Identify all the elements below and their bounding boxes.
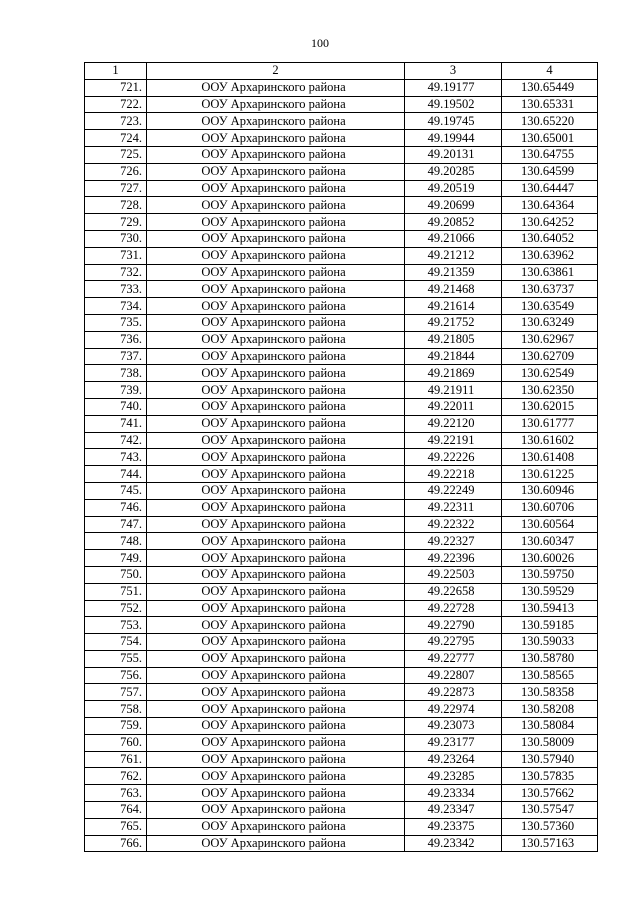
object-name-cell: ООУ Архаринского района bbox=[147, 146, 405, 163]
table-row bbox=[85, 466, 598, 483]
table-row bbox=[85, 533, 598, 550]
longitude-cell: 130.57662 bbox=[502, 785, 598, 802]
longitude-cell: 130.63861 bbox=[502, 264, 598, 281]
row-number-cell: 747. bbox=[85, 516, 147, 533]
longitude-cell: 130.59529 bbox=[502, 583, 598, 600]
row-number-cell: 737. bbox=[85, 348, 147, 365]
longitude-cell: 130.58208 bbox=[502, 701, 598, 718]
longitude-cell: 130.64447 bbox=[502, 180, 598, 197]
row-number-cell: 748. bbox=[85, 533, 147, 550]
latitude-cell: 49.22658 bbox=[405, 583, 502, 600]
table-row bbox=[85, 281, 598, 298]
longitude-cell: 130.61225 bbox=[502, 466, 598, 483]
row-number-cell: 762. bbox=[85, 768, 147, 785]
table-row bbox=[85, 802, 598, 819]
object-name-cell: ООУ Архаринского района bbox=[147, 79, 405, 96]
latitude-cell: 49.22011 bbox=[405, 398, 502, 415]
object-name-cell: ООУ Архаринского района bbox=[147, 684, 405, 701]
object-name-cell: ООУ Архаринского района bbox=[147, 432, 405, 449]
object-name-cell: ООУ Архаринского района bbox=[147, 398, 405, 415]
longitude-cell: 130.64599 bbox=[502, 163, 598, 180]
table-row bbox=[85, 499, 598, 516]
latitude-cell: 49.22873 bbox=[405, 684, 502, 701]
longitude-cell: 130.57547 bbox=[502, 802, 598, 819]
table-row bbox=[85, 365, 598, 382]
table-row bbox=[85, 331, 598, 348]
table-row bbox=[85, 650, 598, 667]
object-name-cell: ООУ Архаринского района bbox=[147, 634, 405, 651]
latitude-cell: 49.21911 bbox=[405, 382, 502, 399]
row-number-cell: 750. bbox=[85, 566, 147, 583]
row-number-cell: 744. bbox=[85, 466, 147, 483]
latitude-cell: 49.20852 bbox=[405, 214, 502, 231]
object-name-cell: ООУ Архаринского района bbox=[147, 365, 405, 382]
longitude-cell: 130.60347 bbox=[502, 533, 598, 550]
latitude-cell: 49.22322 bbox=[405, 516, 502, 533]
table-row bbox=[85, 768, 598, 785]
longitude-cell: 130.57163 bbox=[502, 835, 598, 852]
object-name-cell: ООУ Архаринского района bbox=[147, 617, 405, 634]
object-name-cell: ООУ Архаринского района bbox=[147, 96, 405, 113]
row-number-cell: 734. bbox=[85, 298, 147, 315]
row-number-cell: 763. bbox=[85, 785, 147, 802]
latitude-cell: 49.20699 bbox=[405, 197, 502, 214]
object-name-cell: ООУ Архаринского района bbox=[147, 214, 405, 231]
longitude-cell: 130.61408 bbox=[502, 449, 598, 466]
row-number-cell: 738. bbox=[85, 365, 147, 382]
table-row bbox=[85, 751, 598, 768]
row-number-cell: 753. bbox=[85, 617, 147, 634]
row-number-cell: 754. bbox=[85, 634, 147, 651]
longitude-cell: 130.64755 bbox=[502, 146, 598, 163]
table-row bbox=[85, 79, 598, 96]
row-number-cell: 730. bbox=[85, 230, 147, 247]
longitude-cell: 130.57835 bbox=[502, 768, 598, 785]
longitude-cell: 130.65001 bbox=[502, 130, 598, 147]
table-row bbox=[85, 550, 598, 567]
longitude-cell: 130.63737 bbox=[502, 281, 598, 298]
longitude-cell: 130.62549 bbox=[502, 365, 598, 382]
latitude-cell: 49.21844 bbox=[405, 348, 502, 365]
row-number-cell: 743. bbox=[85, 449, 147, 466]
object-name-cell: ООУ Архаринского района bbox=[147, 264, 405, 281]
coordinates-table bbox=[84, 62, 598, 852]
longitude-cell: 130.62709 bbox=[502, 348, 598, 365]
row-number-cell: 727. bbox=[85, 180, 147, 197]
table-row bbox=[85, 214, 598, 231]
object-name-cell: ООУ Архаринского района bbox=[147, 734, 405, 751]
longitude-cell: 130.63962 bbox=[502, 247, 598, 264]
table-row bbox=[85, 298, 598, 315]
longitude-cell: 130.58084 bbox=[502, 718, 598, 735]
latitude-cell: 49.19177 bbox=[405, 79, 502, 96]
table-row bbox=[85, 264, 598, 281]
latitude-cell: 49.22503 bbox=[405, 566, 502, 583]
object-name-cell: ООУ Архаринского района bbox=[147, 499, 405, 516]
row-number-cell: 764. bbox=[85, 802, 147, 819]
table-row bbox=[85, 718, 598, 735]
table-row bbox=[85, 835, 598, 852]
longitude-cell: 130.60706 bbox=[502, 499, 598, 516]
row-number-cell: 751. bbox=[85, 583, 147, 600]
table-row bbox=[85, 482, 598, 499]
latitude-cell: 49.22218 bbox=[405, 466, 502, 483]
longitude-cell: 130.57360 bbox=[502, 818, 598, 835]
latitude-cell: 49.22191 bbox=[405, 432, 502, 449]
longitude-cell: 130.59413 bbox=[502, 600, 598, 617]
table-row bbox=[85, 314, 598, 331]
longitude-cell: 130.59185 bbox=[502, 617, 598, 634]
object-name-cell: ООУ Архаринского района bbox=[147, 802, 405, 819]
table-row bbox=[85, 684, 598, 701]
table-header bbox=[85, 63, 598, 80]
longitude-cell: 130.65449 bbox=[502, 79, 598, 96]
object-name-cell: ООУ Архаринского района bbox=[147, 130, 405, 147]
table-row bbox=[85, 180, 598, 197]
latitude-cell: 49.22974 bbox=[405, 701, 502, 718]
longitude-cell: 130.58358 bbox=[502, 684, 598, 701]
row-number-cell: 739. bbox=[85, 382, 147, 399]
table-row bbox=[85, 146, 598, 163]
object-name-cell: ООУ Архаринского района bbox=[147, 331, 405, 348]
longitude-cell: 130.59750 bbox=[502, 566, 598, 583]
latitude-cell: 49.23342 bbox=[405, 835, 502, 852]
longitude-cell: 130.62967 bbox=[502, 331, 598, 348]
latitude-cell: 49.23073 bbox=[405, 718, 502, 735]
row-number-cell: 759. bbox=[85, 718, 147, 735]
row-number-cell: 742. bbox=[85, 432, 147, 449]
row-number-cell: 724. bbox=[85, 130, 147, 147]
object-name-cell: ООУ Архаринского района bbox=[147, 230, 405, 247]
row-number-cell: 728. bbox=[85, 197, 147, 214]
row-number-cell: 746. bbox=[85, 499, 147, 516]
table-row bbox=[85, 566, 598, 583]
table-row bbox=[85, 348, 598, 365]
table-row bbox=[85, 197, 598, 214]
object-name-cell: ООУ Архаринского района bbox=[147, 298, 405, 315]
latitude-cell: 49.21805 bbox=[405, 331, 502, 348]
object-name-cell: ООУ Архаринского района bbox=[147, 247, 405, 264]
latitude-cell: 49.19745 bbox=[405, 113, 502, 130]
row-number-cell: 745. bbox=[85, 482, 147, 499]
row-number-cell: 758. bbox=[85, 701, 147, 718]
latitude-cell: 49.23285 bbox=[405, 768, 502, 785]
header-row bbox=[85, 63, 598, 80]
object-name-cell: ООУ Архаринского района bbox=[147, 449, 405, 466]
latitude-cell: 49.22120 bbox=[405, 415, 502, 432]
latitude-cell: 49.21468 bbox=[405, 281, 502, 298]
table-row bbox=[85, 163, 598, 180]
object-name-cell: ООУ Архаринского района bbox=[147, 533, 405, 550]
latitude-cell: 49.19944 bbox=[405, 130, 502, 147]
longitude-cell: 130.58565 bbox=[502, 667, 598, 684]
latitude-cell: 49.20519 bbox=[405, 180, 502, 197]
object-name-cell: ООУ Архаринского района bbox=[147, 180, 405, 197]
page-number: 100 bbox=[311, 36, 329, 50]
longitude-cell: 130.62015 bbox=[502, 398, 598, 415]
object-name-cell: ООУ Архаринского района bbox=[147, 718, 405, 735]
latitude-cell: 49.21066 bbox=[405, 230, 502, 247]
latitude-cell: 49.22311 bbox=[405, 499, 502, 516]
table-row bbox=[85, 734, 598, 751]
latitude-cell: 49.22249 bbox=[405, 482, 502, 499]
row-number-cell: 736. bbox=[85, 331, 147, 348]
latitude-cell: 49.22807 bbox=[405, 667, 502, 684]
table-row bbox=[85, 818, 598, 835]
row-number-cell: 735. bbox=[85, 314, 147, 331]
row-number-cell: 725. bbox=[85, 146, 147, 163]
longitude-cell: 130.60026 bbox=[502, 550, 598, 567]
object-name-cell: ООУ Архаринского района bbox=[147, 314, 405, 331]
table-row bbox=[85, 432, 598, 449]
longitude-cell: 130.64052 bbox=[502, 230, 598, 247]
table-row bbox=[85, 415, 598, 432]
row-number-cell: 729. bbox=[85, 214, 147, 231]
longitude-cell: 130.63249 bbox=[502, 314, 598, 331]
latitude-cell: 49.20131 bbox=[405, 146, 502, 163]
latitude-cell: 49.22790 bbox=[405, 617, 502, 634]
object-name-cell: ООУ Архаринского района bbox=[147, 382, 405, 399]
row-number-cell: 722. bbox=[85, 96, 147, 113]
row-number-cell: 732. bbox=[85, 264, 147, 281]
table-row bbox=[85, 230, 598, 247]
row-number-cell: 741. bbox=[85, 415, 147, 432]
latitude-cell: 49.23375 bbox=[405, 818, 502, 835]
latitude-cell: 49.22728 bbox=[405, 600, 502, 617]
table-row bbox=[85, 583, 598, 600]
object-name-cell: ООУ Архаринского района bbox=[147, 466, 405, 483]
latitude-cell: 49.23264 bbox=[405, 751, 502, 768]
table-row bbox=[85, 449, 598, 466]
object-name-cell: ООУ Архаринского района bbox=[147, 751, 405, 768]
object-name-cell: ООУ Архаринского района bbox=[147, 113, 405, 130]
row-number-cell: 765. bbox=[85, 818, 147, 835]
object-name-cell: ООУ Архаринского района bbox=[147, 482, 405, 499]
latitude-cell: 49.22777 bbox=[405, 650, 502, 667]
latitude-cell: 49.23347 bbox=[405, 802, 502, 819]
row-number-cell: 749. bbox=[85, 550, 147, 567]
table-row bbox=[85, 701, 598, 718]
longitude-cell: 130.64364 bbox=[502, 197, 598, 214]
table-row bbox=[85, 617, 598, 634]
row-number-cell: 721. bbox=[85, 79, 147, 96]
latitude-cell: 49.22795 bbox=[405, 634, 502, 651]
column-header-3: 3 bbox=[405, 63, 502, 80]
latitude-cell: 49.21869 bbox=[405, 365, 502, 382]
object-name-cell: ООУ Архаринского района bbox=[147, 197, 405, 214]
row-number-cell: 757. bbox=[85, 684, 147, 701]
longitude-cell: 130.64252 bbox=[502, 214, 598, 231]
column-header-2: 2 bbox=[147, 63, 405, 80]
longitude-cell: 130.61602 bbox=[502, 432, 598, 449]
row-number-cell: 761. bbox=[85, 751, 147, 768]
table-row bbox=[85, 634, 598, 651]
object-name-cell: ООУ Архаринского района bbox=[147, 835, 405, 852]
table-row bbox=[85, 247, 598, 264]
table-row bbox=[85, 398, 598, 415]
row-number-cell: 755. bbox=[85, 650, 147, 667]
longitude-cell: 130.61777 bbox=[502, 415, 598, 432]
row-number-cell: 726. bbox=[85, 163, 147, 180]
latitude-cell: 49.20285 bbox=[405, 163, 502, 180]
object-name-cell: ООУ Архаринского района bbox=[147, 600, 405, 617]
longitude-cell: 130.65331 bbox=[502, 96, 598, 113]
latitude-cell: 49.21359 bbox=[405, 264, 502, 281]
object-name-cell: ООУ Архаринского района bbox=[147, 163, 405, 180]
row-number-cell: 731. bbox=[85, 247, 147, 264]
object-name-cell: ООУ Архаринского района bbox=[147, 650, 405, 667]
latitude-cell: 49.21752 bbox=[405, 314, 502, 331]
latitude-cell: 49.22226 bbox=[405, 449, 502, 466]
longitude-cell: 130.58780 bbox=[502, 650, 598, 667]
table-row bbox=[85, 382, 598, 399]
column-header-4: 4 bbox=[502, 63, 598, 80]
table-row bbox=[85, 516, 598, 533]
object-name-cell: ООУ Архаринского района bbox=[147, 785, 405, 802]
object-name-cell: ООУ Архаринского района bbox=[147, 701, 405, 718]
longitude-cell: 130.60946 bbox=[502, 482, 598, 499]
row-number-cell: 766. bbox=[85, 835, 147, 852]
row-number-cell: 733. bbox=[85, 281, 147, 298]
row-number-cell: 760. bbox=[85, 734, 147, 751]
row-number-cell: 756. bbox=[85, 667, 147, 684]
longitude-cell: 130.57940 bbox=[502, 751, 598, 768]
object-name-cell: ООУ Архаринского района bbox=[147, 667, 405, 684]
latitude-cell: 49.21212 bbox=[405, 247, 502, 264]
object-name-cell: ООУ Архаринского района bbox=[147, 516, 405, 533]
latitude-cell: 49.22396 bbox=[405, 550, 502, 567]
longitude-cell: 130.58009 bbox=[502, 734, 598, 751]
object-name-cell: ООУ Архаринского района bbox=[147, 566, 405, 583]
longitude-cell: 130.62350 bbox=[502, 382, 598, 399]
row-number-cell: 723. bbox=[85, 113, 147, 130]
table-row bbox=[85, 667, 598, 684]
object-name-cell: ООУ Архаринского района bbox=[147, 768, 405, 785]
object-name-cell: ООУ Архаринского района bbox=[147, 550, 405, 567]
table-row bbox=[85, 96, 598, 113]
table-row bbox=[85, 785, 598, 802]
row-number-cell: 752. bbox=[85, 600, 147, 617]
latitude-cell: 49.23334 bbox=[405, 785, 502, 802]
table-row bbox=[85, 113, 598, 130]
row-number-cell: 740. bbox=[85, 398, 147, 415]
table-row bbox=[85, 600, 598, 617]
latitude-cell: 49.21614 bbox=[405, 298, 502, 315]
table-body bbox=[85, 79, 598, 852]
longitude-cell: 130.59033 bbox=[502, 634, 598, 651]
object-name-cell: ООУ Архаринского района bbox=[147, 583, 405, 600]
latitude-cell: 49.23177 bbox=[405, 734, 502, 751]
latitude-cell: 49.22327 bbox=[405, 533, 502, 550]
table-row bbox=[85, 130, 598, 147]
object-name-cell: ООУ Архаринского района bbox=[147, 818, 405, 835]
longitude-cell: 130.63549 bbox=[502, 298, 598, 315]
latitude-cell: 49.19502 bbox=[405, 96, 502, 113]
object-name-cell: ООУ Архаринского района bbox=[147, 281, 405, 298]
object-name-cell: ООУ Архаринского района bbox=[147, 348, 405, 365]
longitude-cell: 130.60564 bbox=[502, 516, 598, 533]
column-header-1: 1 bbox=[85, 63, 147, 80]
object-name-cell: ООУ Архаринского района bbox=[147, 415, 405, 432]
longitude-cell: 130.65220 bbox=[502, 113, 598, 130]
